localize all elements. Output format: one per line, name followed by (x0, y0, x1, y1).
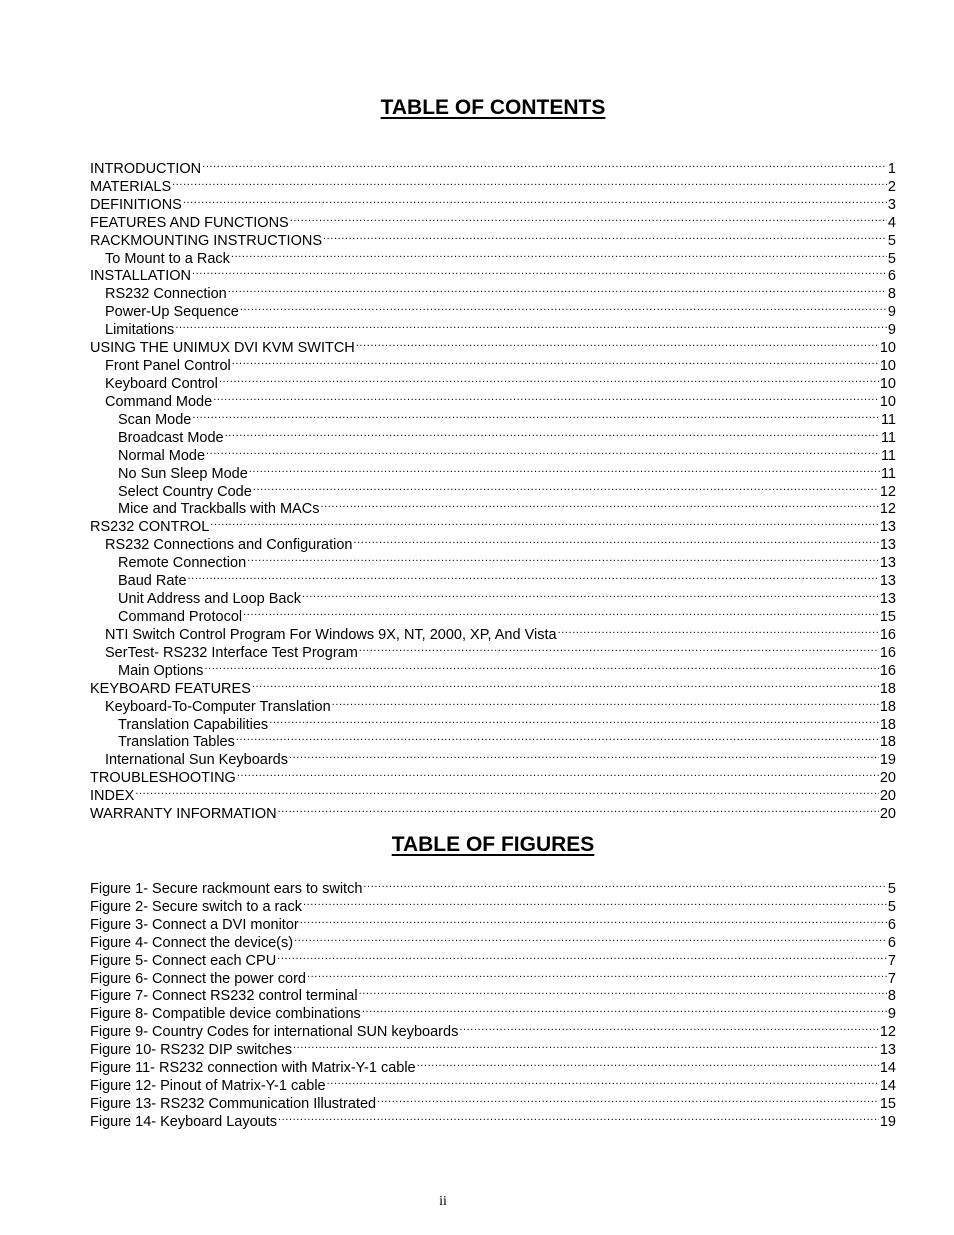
toc-entry-label: MATERIALS (90, 178, 172, 195)
toc-entry-page-number: 11 (880, 429, 896, 446)
toc-entry-page-number: 13 (879, 519, 896, 536)
tof-entry-page-number: 15 (879, 1095, 896, 1112)
toc-entry[interactable] (90, 442, 896, 464)
toc-entry[interactable] (90, 280, 896, 303)
toc-entry-label: DEFINITIONS (90, 196, 182, 213)
tof-entry-page-number: 8 (887, 988, 896, 1005)
toc-entry-label: Select Country Code (118, 483, 252, 500)
toc-entry-page-number: 18 (879, 698, 896, 715)
tof-entry[interactable] (90, 875, 896, 897)
toc-entry[interactable] (90, 263, 896, 285)
toc-entry-label: RS232 CONTROL (90, 519, 210, 536)
dot-leader (175, 316, 887, 334)
toc-entry[interactable] (90, 316, 896, 339)
toc-entry-label: RS232 Connections and Configuration (105, 537, 353, 554)
dot-leader (353, 531, 878, 549)
tof-entry-page-number: 6 (887, 934, 896, 951)
toc-entry-label: Main Options (118, 662, 204, 679)
toc-entry[interactable] (90, 209, 896, 231)
toc-entry[interactable] (90, 800, 896, 823)
toc-entry[interactable] (90, 334, 896, 357)
dot-leader (558, 621, 879, 639)
tof-entry-page-number: 5 (887, 880, 896, 897)
dot-leader (228, 280, 887, 298)
toc-entry-page-number: 16 (879, 626, 896, 643)
toc-entry-label: KEYBOARD FEATURES (90, 680, 251, 697)
dot-leader (277, 947, 887, 965)
tof-entry-label: Figure 3- Connect a DVI monitor (90, 916, 299, 933)
toc-entry-label: USING THE UNIMUX DVI KVM SWITCH (90, 340, 355, 357)
toc-entry-label: Remote Connection (118, 555, 247, 572)
tof-entry-label: Figure 6- Connect the power cord (90, 970, 306, 987)
toc-entry-page-number: 12 (879, 501, 896, 518)
page-number: ii (439, 1194, 447, 1209)
toc-entry-page-number: 10 (879, 393, 896, 410)
toc-entry[interactable] (90, 173, 896, 195)
tof-entry-label: Figure 11- RS232 connection with Matrix-Y-1 cable (90, 1060, 416, 1077)
dot-leader (320, 496, 878, 514)
dot-leader (300, 911, 887, 929)
tof-entry-label: Figure 10- RS232 DIP switches (90, 1042, 293, 1059)
toc-entry-label: SerTest- RS232 Interface Test Program (105, 644, 358, 661)
toc-entry-label: INDEX (90, 788, 135, 805)
tof-entry-label: Figure 13- RS232 Communication Illustrated (90, 1095, 377, 1112)
toc-entry-page-number: 2 (887, 178, 896, 195)
dot-leader (356, 334, 879, 352)
dot-leader (236, 729, 879, 747)
toc-entry-label: Keyboard-To-Computer Translation (105, 698, 331, 715)
toc-entry[interactable] (90, 567, 896, 590)
toc-entry-label: Baud Rate (118, 573, 187, 590)
tof-entry-page-number: 14 (879, 1078, 896, 1095)
toc-entry-page-number: 10 (879, 340, 896, 357)
dot-leader (240, 298, 887, 316)
toc-entry-label: NTI Switch Control Program For Windows 9X, NT, 2000, XP, And Vista (105, 626, 557, 643)
toc-entry-page-number: 8 (887, 286, 896, 303)
toc-entry-page-number: 13 (879, 573, 896, 590)
dot-leader (377, 1090, 879, 1108)
tof-entry-page-number: 7 (887, 970, 896, 987)
dot-leader (278, 800, 879, 818)
toc-entry-page-number: 12 (879, 483, 896, 500)
dot-leader (359, 639, 879, 657)
dot-leader (269, 711, 879, 729)
toc-entry-label: Command Mode (105, 393, 213, 410)
dot-leader (302, 585, 879, 603)
dot-leader (135, 782, 879, 800)
dot-leader (327, 1072, 879, 1090)
toc-entry-label: No Sun Sleep Mode (118, 465, 248, 482)
toc-entry-label: To Mount to a Rack (105, 250, 230, 267)
dot-leader (303, 893, 887, 911)
tof-entry-page-number: 7 (887, 952, 896, 969)
toc-entry-page-number: 11 (880, 411, 896, 428)
toc-entry-page-number: 20 (879, 806, 896, 823)
tof-entry-label: Figure 2- Secure switch to a rack (90, 898, 302, 915)
toc-entry-page-number: 10 (879, 358, 896, 375)
dot-leader (210, 513, 879, 531)
toc-entry-label: Unit Address and Loop Back (118, 591, 301, 608)
dot-leader (202, 155, 887, 173)
tof-entry-label: Figure 9- Country Codes for international SUN keyboards (90, 1024, 459, 1041)
toc-entry-page-number: 1 (887, 160, 896, 177)
dot-leader (172, 173, 887, 191)
toc-entry-page-number: 13 (879, 555, 896, 572)
toc-entry-page-number: 4 (887, 214, 896, 231)
toc-entry-page-number: 13 (879, 537, 896, 554)
toc-entry-label: INSTALLATION (90, 268, 191, 285)
toc-entry[interactable] (90, 191, 896, 213)
toc-entry-page-number: 20 (879, 770, 896, 787)
dot-leader (459, 1018, 879, 1036)
toc-entry-label: Translation Capabilities (118, 716, 269, 733)
dot-leader (183, 191, 887, 209)
toc-entry[interactable] (90, 531, 896, 554)
tof-entry-page-number: 19 (879, 1113, 896, 1130)
toc-entry-label: Mice and Trackballs with MACs (118, 501, 320, 518)
toc-entry[interactable] (90, 155, 896, 177)
toc-entry-page-number: 3 (887, 196, 896, 213)
toc-entry-label: Limitations (105, 322, 175, 339)
toc-entry-page-number: 13 (879, 591, 896, 608)
dot-leader (225, 424, 880, 442)
toc-entry-page-number: 18 (879, 716, 896, 733)
toc-entry-label: Front Panel Control (105, 358, 231, 375)
tof-entry-page-number: 5 (887, 898, 896, 915)
tof-entry-page-number: 6 (887, 916, 896, 933)
tof-entry-label: Figure 1- Secure rackmount ears to switch (90, 880, 363, 897)
dot-leader (307, 965, 887, 983)
dot-leader (243, 603, 879, 621)
toc-entry-page-number: 5 (887, 250, 896, 267)
dot-leader (417, 1054, 879, 1072)
toc-entry-label: Broadcast Mode (118, 429, 224, 446)
tof-entry-label: Figure 7- Connect RS232 control terminal (90, 988, 358, 1005)
tof-heading: TABLE OF FIGURES (391, 833, 595, 856)
toc-entry[interactable] (90, 782, 896, 805)
dot-leader (359, 983, 887, 1001)
dot-leader (290, 209, 887, 227)
dot-leader (323, 227, 887, 245)
dot-leader (192, 406, 880, 424)
toc-entry-label: Normal Mode (118, 447, 206, 464)
toc-entry[interactable] (90, 424, 896, 446)
tof-entry-label: Figure 8- Compatible device combinations (90, 1006, 361, 1023)
tof-entry-label: Figure 12- Pinout of Matrix-Y-1 cable (90, 1078, 326, 1095)
dot-leader (188, 567, 879, 585)
toc-entry[interactable] (90, 675, 896, 697)
dot-leader (253, 478, 879, 496)
toc-entry-page-number: 11 (880, 465, 896, 482)
tof-entry-page-number: 9 (887, 1006, 896, 1023)
dot-leader (363, 875, 887, 893)
dot-leader (247, 549, 879, 567)
tof-entry-label: Figure 5- Connect each CPU (90, 952, 277, 969)
tof-entry-page-number: 13 (879, 1042, 896, 1059)
dot-leader (232, 352, 879, 370)
toc-entry-label: Power-Up Sequence (105, 304, 239, 321)
toc-entry-label: Translation Tables (118, 734, 235, 751)
toc-heading: TABLE OF CONTENTS (380, 96, 606, 119)
dot-leader (332, 693, 879, 711)
toc-entry-label: Scan Mode (118, 411, 192, 428)
toc-entry-page-number: 20 (879, 788, 896, 805)
toc-entry-page-number: 5 (887, 232, 896, 249)
toc-entry-page-number: 6 (887, 268, 896, 285)
toc-entry-page-number: 15 (879, 608, 896, 625)
toc-entry-page-number: 11 (880, 447, 896, 464)
toc-entry-page-number: 9 (887, 304, 896, 321)
dot-leader (206, 442, 880, 460)
tof-entry-page-number: 14 (879, 1060, 896, 1077)
toc-entry-label: INTRODUCTION (90, 160, 202, 177)
dot-leader (278, 1108, 879, 1126)
dot-leader (252, 675, 879, 693)
toc-entry-label: RS232 Connection (105, 286, 227, 303)
toc-list (90, 155, 896, 823)
toc-entry-page-number: 10 (879, 375, 896, 392)
toc-entry-label: Keyboard Control (105, 375, 218, 392)
dot-leader (294, 929, 887, 947)
dot-leader (213, 388, 879, 406)
tof-entry-label: Figure 4- Connect the device(s) (90, 934, 294, 951)
toc-entry-page-number: 18 (879, 734, 896, 751)
dot-leader (249, 460, 880, 478)
dot-leader (204, 657, 878, 675)
toc-entry[interactable] (90, 460, 896, 482)
tof-list (90, 875, 896, 1130)
toc-entry-page-number: 16 (879, 662, 896, 679)
dot-leader (362, 1000, 887, 1018)
toc-entry[interactable] (90, 406, 896, 428)
toc-entry-page-number: 19 (879, 752, 896, 769)
dot-leader (192, 263, 887, 281)
dot-leader (231, 245, 887, 263)
toc-entry[interactable] (90, 657, 896, 679)
toc-entry-label: FEATURES AND FUNCTIONS (90, 214, 289, 231)
toc-entry-page-number: 9 (887, 322, 896, 339)
toc-entry-label: RACKMOUNTING INSTRUCTIONS (90, 232, 322, 249)
toc-entry[interactable] (90, 585, 896, 608)
tof-entry-label: Figure 14- Keyboard Layouts (90, 1113, 277, 1130)
toc-entry[interactable] (90, 513, 896, 536)
toc-entry-page-number: 16 (879, 644, 896, 661)
toc-entry-label: WARRANTY INFORMATION (90, 806, 277, 823)
toc-entry-page-number: 18 (879, 680, 896, 697)
dot-leader (219, 370, 879, 388)
dot-leader (237, 764, 879, 782)
dot-leader (293, 1036, 879, 1054)
toc-entry-label: TROUBLESHOOTING (90, 770, 236, 787)
tof-entry-page-number: 12 (879, 1024, 896, 1041)
toc-entry-label: International Sun Keyboards (105, 752, 288, 769)
toc-entry-label: Command Protocol (118, 608, 243, 625)
dot-leader (289, 746, 879, 764)
